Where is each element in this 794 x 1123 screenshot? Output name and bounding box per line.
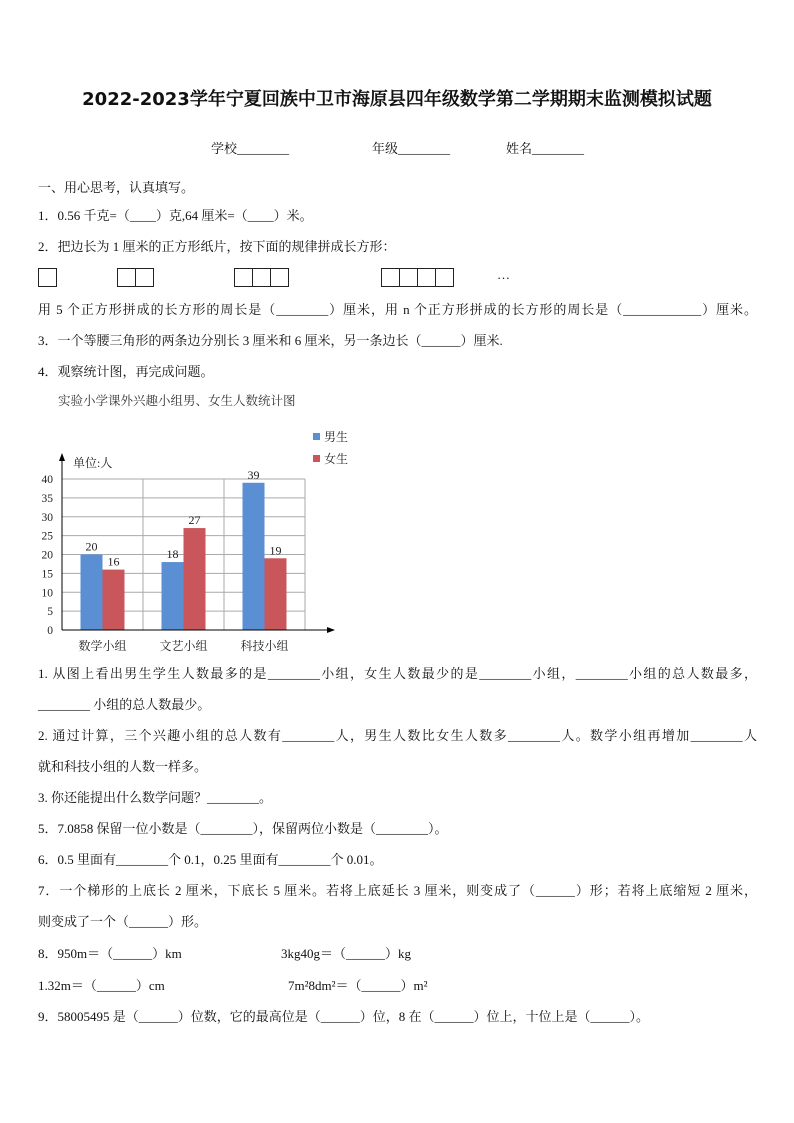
chart-title: 实验小学课外兴趣小组男、女生人数统计图: [58, 394, 296, 408]
pattern-ellipsis: …: [497, 267, 510, 282]
bar-chart: [30, 425, 360, 660]
y-tick-label: 15: [41, 568, 53, 581]
question-4-sub2-line2: 就和科技小组的人数一样多。: [38, 759, 208, 774]
question-8-item-d: 7m²8dm²＝（______）m²: [288, 978, 428, 993]
unit-square: [270, 268, 289, 287]
question-8-item-b: 3kg40g＝（______）kg: [281, 946, 412, 961]
question-5: 5．7.0858 保留一位小数是（________），保留两位小数是（________）。: [38, 821, 448, 836]
legend-swatch: [313, 433, 320, 440]
question-4-stem: 4．观察统计图，再完成问题。: [38, 364, 214, 379]
bar-value-label: 18: [166, 547, 179, 562]
y-tick-label: 30: [41, 511, 53, 524]
y-tick-label: 5: [47, 606, 53, 619]
y-tick-label: 20: [41, 549, 53, 562]
y-unit-label: 单位:人: [73, 456, 113, 470]
bar-series2-group2: [184, 528, 206, 630]
question-9: 9．58005495 是（______）位数，它的最高位是（______）位，8 在（______）位上，十位上是（______）。: [38, 1009, 650, 1024]
y-tick-label: 35: [41, 492, 53, 505]
unit-square: [117, 268, 136, 287]
unit-square: [435, 268, 454, 287]
x-category-label: 文艺小组: [159, 639, 208, 653]
unit-square: [381, 268, 400, 287]
question-6: 6．0.5 里面有________个 0.1，0.25 里面有________个 0.01。: [38, 852, 383, 867]
legend-label: 男生: [324, 430, 349, 444]
unit-square: [234, 268, 253, 287]
section-heading: 一、用心思考，认真填写。: [38, 180, 195, 195]
bar-value-label: 20: [85, 539, 98, 554]
question-2-prompt: 用 5 个正方形拼成的长方形的周长是（________）厘米，用 n 个正方形拼成的长方形的周长是（____________）厘米。: [38, 302, 757, 317]
name-field: 姓名________: [506, 141, 585, 156]
y-tick-label: 10: [41, 587, 53, 600]
square-pattern-3: [234, 268, 289, 286]
unit-square: [417, 268, 436, 287]
bar-series2-group1: [103, 570, 125, 630]
question-7-line2: 则变成了一个（______）形。: [38, 914, 208, 929]
x-category-label: 数学小组: [78, 639, 127, 653]
bar-value-label: 19: [269, 543, 282, 558]
unit-square: [135, 268, 154, 287]
y-tick-label: 40: [41, 474, 53, 486]
y-tick-label: 25: [41, 530, 53, 543]
legend-label: 女生: [324, 452, 349, 466]
question-4-sub1-line1: 1. 从图上看出男生学生人数最多的是________小组，女生人数最少的是________小组，________小组的总人数最多，: [38, 666, 757, 681]
unit-square: [399, 268, 418, 287]
bar-value-label: 27: [188, 513, 201, 528]
school-field: 学校________: [211, 141, 290, 156]
x-category-label: 科技小组: [240, 639, 289, 653]
square-pattern-4: [381, 268, 454, 286]
legend-swatch: [313, 455, 320, 462]
exam-title: 2022-2023学年宁夏回族中卫市海原县四年级数学第二学期期末监测模拟试题: [82, 89, 712, 110]
grade-field: 年级________: [372, 141, 451, 156]
bar-series1-group3: [243, 483, 265, 630]
y-tick-label: 0: [47, 625, 53, 637]
question-4-sub1-line2: ________ 小组的总人数最少。: [38, 697, 211, 712]
bar-series1-group2: [162, 562, 184, 630]
y-axis-arrow: [59, 453, 65, 461]
bar-value-label: 16: [107, 554, 120, 569]
question-3: 3．一个等腰三角形的两条边分别长 3 厘米和 6 厘米，另一条边长（______）厘米.: [38, 333, 503, 348]
square-pattern-2: [117, 268, 154, 286]
bar-series1-group1: [81, 555, 103, 631]
square-pattern-1: [38, 268, 57, 286]
question-2-stem: 2．把边长为 1 厘米的正方形纸片，按下面的规律拼成长方形：: [38, 239, 396, 254]
x-axis-arrow: [327, 627, 335, 633]
question-4-sub2-line1: 2. 通过计算，三个兴趣小组的总人数有________人，男生人数比女生人数多________人。数学小组再增加________人: [38, 728, 757, 743]
question-1: 1．0.56 千克=（____）克,64 厘米=（____）米。: [38, 208, 313, 223]
question-8-item-a: 8．950m＝（______）km: [38, 946, 182, 961]
unit-square: [38, 268, 57, 287]
question-8-item-c: 1.32m＝（______）cm: [38, 978, 165, 993]
bar-value-label: 39: [247, 467, 260, 482]
question-4-sub3: 3. 你还能提出什么数学问题？________。: [38, 790, 273, 805]
unit-square: [252, 268, 271, 287]
bar-series2-group3: [265, 558, 287, 630]
question-7-line1: 7．一个梯形的上底长 2 厘米，下底长 5 厘米。若将上底延长 3 厘米，则变成了（______）形；若将上底缩短 2 厘米，: [38, 883, 757, 898]
